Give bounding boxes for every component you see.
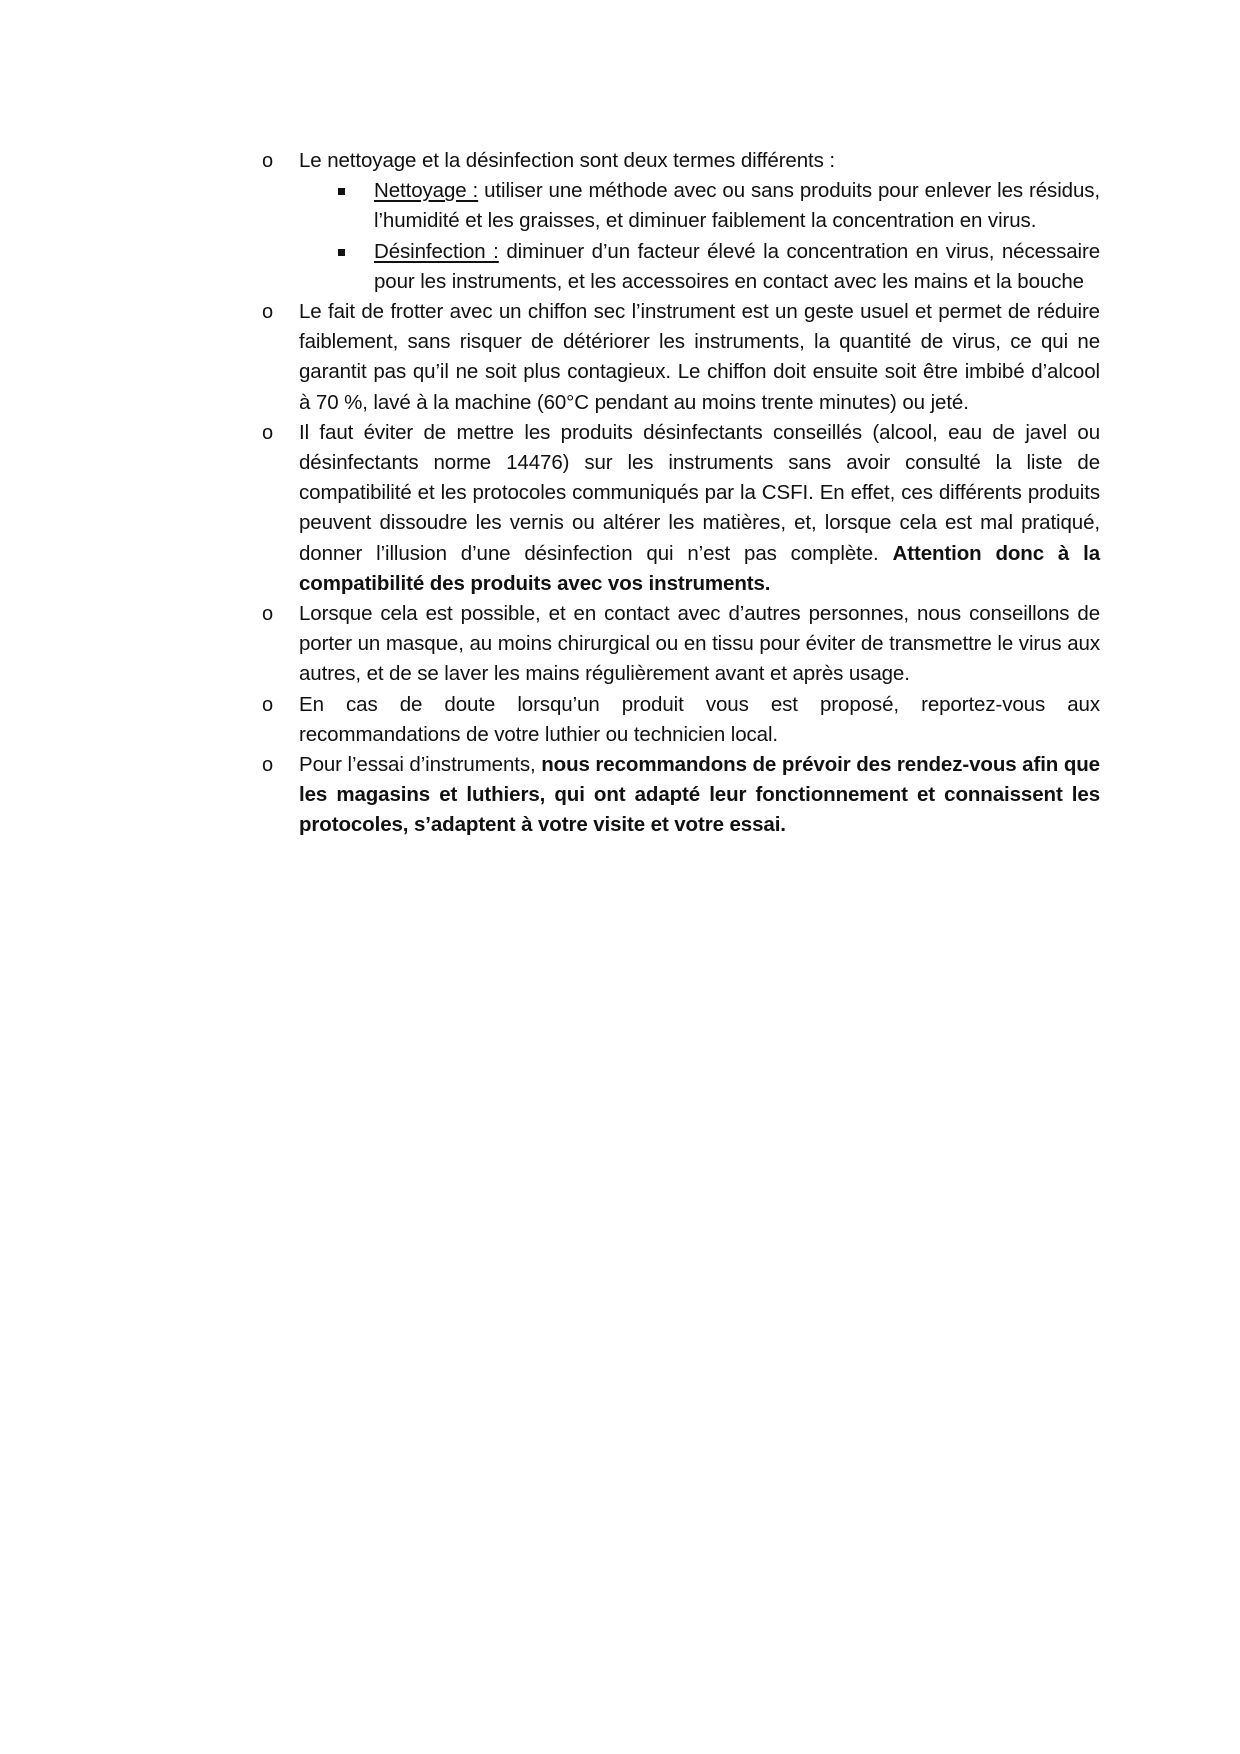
list-item-text: Le nettoyage et la désinfection sont deux termes différents : — [299, 149, 835, 172]
square-bullet-icon — [338, 249, 345, 256]
definition-text: diminuer d’un facteur élevé la concentration en virus, nécessaire pour les instruments, et les accessoires en contact avec les mains et la bouche — [374, 239, 1100, 293]
list-item-text: Il faut éviter de mettre les produits désinfectants conseillés (alcool, eau de javel ou désinfectants norme 14476) sur les instruments sans avoir consulté la liste de compatibilité et les protocoles communiqués par la CSFI. En effet, ces différents produits peuvent dissoudre les vernis ou altérer les matières, et, lorsque cela est mal pratiqué, donner l’illusion d’une désinfection qui n’est pas complète. — [299, 420, 1100, 565]
definition-text: utiliser une méthode avec ou sans produits pour enlever les résidus, l’humidité et les graisses, et diminuer faiblement la concentration en virus. — [374, 179, 1100, 233]
sub-list-item — [299, 237, 1100, 297]
circle-bullet-icon: o — [262, 421, 274, 444]
list-item — [262, 599, 1100, 690]
definition-term: Nettoyage : — [374, 179, 479, 203]
circle-bullet-icon: o — [262, 603, 274, 626]
list-item — [262, 146, 1100, 297]
list-item-text: En cas de doute lorsqu’un produit vous est proposé, reportez-vous aux recommandations de votre luthier ou technicien local. — [299, 692, 1100, 746]
circle-bullet-icon: o — [262, 693, 274, 716]
square-bullet-icon — [338, 188, 345, 195]
list-item-text: Pour l’essai d’instruments, — [299, 753, 542, 777]
list-item-text: Lorsque cela est possible, et en contact avec d’autres personnes, nous conseillons de porter un masque, au moins chirurgical ou en tissu pour éviter de transmettre le virus aux autres, et de se laver les mains régulièrement avant et après usage. — [299, 602, 1100, 686]
circle-bullet-icon: o — [262, 754, 274, 777]
definition-term: Désinfection : — [374, 239, 499, 263]
document-body — [262, 146, 1100, 841]
sub-list-item — [299, 176, 1100, 236]
sub-list — [299, 176, 1100, 297]
circle-bullet-icon: o — [262, 150, 274, 172]
list-item-bold-text: nous recommandons de prévoir des rendez-vous afin que les magasins et luthiers, qui ont adapté leur fonctionnement et connaissent les protocoles, s’adaptent à votre visite et votre essai. — [299, 753, 1100, 837]
list-item — [262, 750, 1100, 841]
list-item — [262, 418, 1100, 599]
list-item-text: Le fait de frotter avec un chiffon sec l’instrument est un geste usuel et permet de réduire faiblement, sans risquer de détériorer les instruments, la quantité de virus, ce qui ne garantit pas qu’il ne soit plus contagieux. Le chiffon doit ensuite soit être imbibé d’alcool à 70 %, lavé à la machine (60°C pendant au moins trente minutes) ou jeté. — [299, 300, 1100, 414]
circle-bullet-icon: o — [262, 301, 274, 324]
bullet-list — [262, 146, 1100, 841]
list-item — [262, 297, 1100, 418]
list-item — [262, 690, 1100, 750]
list-item-bold-text: Attention donc à la compatibilité des produits avec vos instruments. — [299, 541, 1100, 595]
